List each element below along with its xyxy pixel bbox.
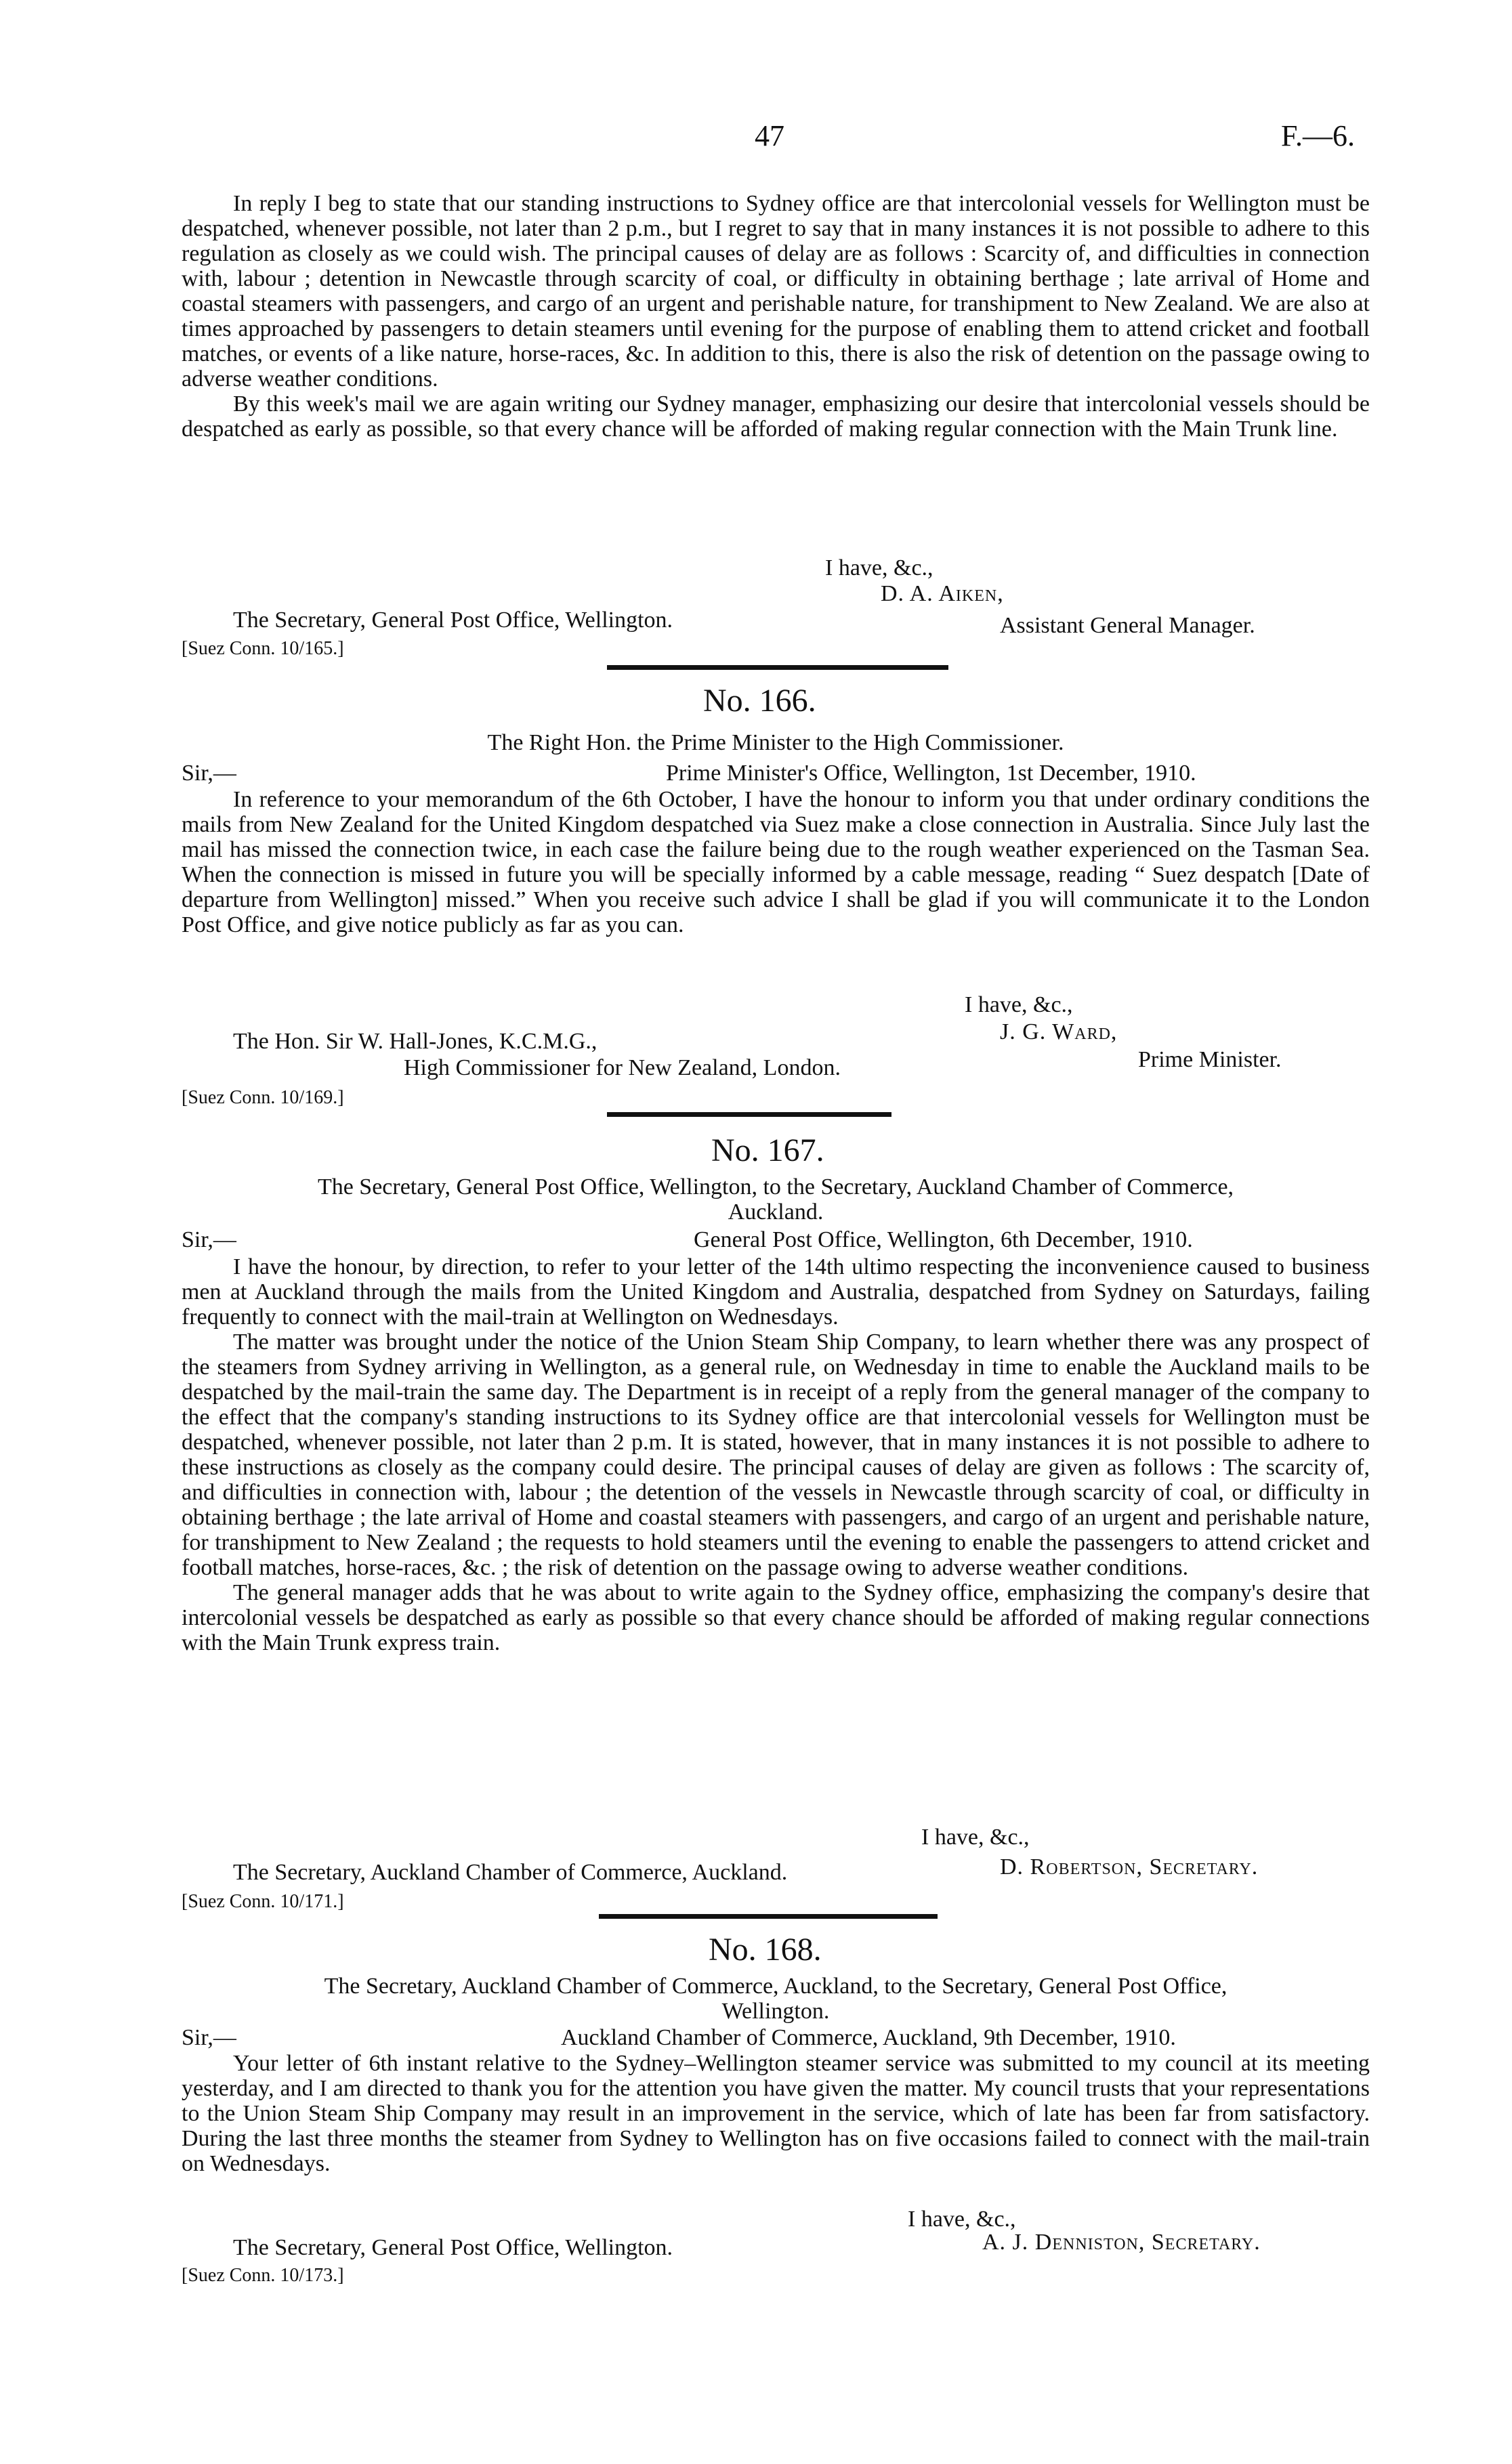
letter-166-signer-title: Prime Minister. <box>1138 1047 1282 1072</box>
letter-167-file-reference: [Suez Conn. 10/171.] <box>182 1891 344 1912</box>
letter-167-closing: I have, &c., <box>921 1825 1030 1850</box>
letter-166-addressee: The Hon. Sir W. Hall-Jones, K.C.M.G., <box>233 1029 597 1054</box>
letter-167-salutation: Sir,— <box>182 1227 236 1252</box>
letter-167-place-date: General Post Office, Wellington, 6th December, 1910. <box>694 1227 1193 1252</box>
page-number: 47 <box>755 119 784 152</box>
letter-167-addressee: The Secretary, Auckland Chamber of Commerce, Auckland. <box>233 1860 788 1885</box>
intro-closing: I have, &c., <box>825 555 933 580</box>
letter-166-body <box>182 787 1370 937</box>
section-divider <box>607 665 948 670</box>
intro-signer: D. A. Aiken, <box>881 581 1004 606</box>
letter-166-signer: J. G. Ward, <box>1000 1019 1118 1044</box>
intro-paragraph-2: By this week's mail we are again writing our Sydney manager, emphasizing our desire that intercolonial vessels should be despatched as early as possible, so that every chance will be afforded of making regular connection with the Main Trunk line. <box>182 391 1370 442</box>
intro-paragraph-1: In reply I beg to state that our standing instructions to Sydney office are that intercolonial vessels for Wellington must be despatched, whenever possible, not later than 2 p.m., but I regret to say that in many instances it is not possible to adhere to this regulation as closely as we could wish. The principal causes of delay are as follows : Scarcity of, and difficulties in connection with, labour ; detention in Newcastle through scarcity of coal, or difficulty in obtaining berthage ; late arrival of Home and coastal steamers with passengers, and cargo of an urgent and perishable nature, for transhipment to New Zealand. We are also at times approached by passengers to detain steamers until evening for the purpose of enabling them to attend cricket and football matches, or events of a like nature, horse-races, &c. In addition to this, there is also the risk of detention on the passage owing to adverse weather conditions. <box>182 191 1370 391</box>
letter-166-place-date: Prime Minister's Office, Wellington, 1st December, 1910. <box>666 761 1196 786</box>
letter-168-from-to: The Secretary, Auckland Chamber of Commerce, Auckland, to the Secretary, General Post Office, Wellington. <box>324 1974 1227 2024</box>
letter-166-number: No. 166. <box>703 683 816 719</box>
intro-addressee: The Secretary, General Post Office, Wellington. <box>233 608 673 633</box>
intro-file-reference: [Suez Conn. 10/165.] <box>182 638 344 659</box>
section-divider <box>607 1112 891 1117</box>
letter-168-addressee: The Secretary, General Post Office, Wellington. <box>233 2235 673 2260</box>
letter-168-place-date: Auckland Chamber of Commerce, Auckland, 9th December, 1910. <box>561 2025 1176 2050</box>
letter-166-addressee-line2: High Commissioner for New Zealand, London. <box>404 1055 841 1080</box>
letter-168-closing: I have, &c., <box>908 2207 1016 2232</box>
letter-168-paragraph-1: Your letter of 6th instant relative to the Sydney–Wellington steamer service was submitted to my council at its meeting yesterday, and I am directed to thank you for the attention you have given the matter. My council trusts that your representations to the Union Steam Ship Company may result in an improvement in the service, which of late has been far from satisfactory. During the last three months the steamer from Sydney to Wellington has on five occasions failed to connect with the mail-train on Wednesdays. <box>182 2051 1370 2176</box>
intro-signer-title: Assistant General Manager. <box>1000 613 1255 638</box>
letter-167-from-to: The Secretary, General Post Office, Wellington, to the Secretary, Auckland Chamber of Commerce, Auckland. <box>317 1174 1234 1225</box>
letter-166-file-reference: [Suez Conn. 10/169.] <box>182 1087 344 1108</box>
document-reference: F.—6. <box>1281 119 1355 152</box>
intro-body <box>182 191 1370 442</box>
letter-166-paragraph-1: In reference to your memorandum of the 6th October, I have the honour to inform you that under ordinary conditions the mails from New Zealand for the United Kingdom despatched via Suez make a close connection in Australia. Since July last the mail has missed the connection twice, in each case the failure being due to the rough weather experienced on the Tasman Sea. When the connection is missed in future you will be specially informed by a cable message, reading “ Suez despatch [Date of departure from Wellington] missed.” When you receive such advice I shall be glad if you will communicate it to the London Post Office, and give notice publicly as far as you can. <box>182 787 1370 937</box>
letter-168-number: No. 168. <box>709 1932 822 1968</box>
letter-167-signer: D. Robertson, Secretary. <box>1000 1854 1259 1879</box>
letter-167-paragraph-2: The matter was brought under the notice of the Union Steam Ship Company, to learn whether there was any prospect of the steamers from Sydney arriving in Wellington, as a general rule, on Wednesday in time to enable the Auckland mails to be despatched by the mail-train the same day. The Department is in receipt of a reply from the general manager of the company to the effect that the company's standing instructions to its Sydney office are that intercolonial vessels for Wellington must be despatched, whenever possible, not later than 2 p.m. It is stated, however, that in many instances it is not possible to adhere to these instructions as closely as the company could desire. The principal causes of delay are given as follows : The scarcity of, and difficulties in connection with, labour ; the detention of the vessels in Newcastle through scarcity of coal, or difficulty in obtaining berthage ; the late arrival of Home and coastal steamers with passengers, and cargo of an urgent and perishable nature, for transhipment to New Zealand ; the requests to hold steamers until the evening to enable the passengers to attend cricket and football matches, horse-races, &c. ; the risk of detention on the passage owing to adverse weather conditions. <box>182 1330 1370 1580</box>
letter-168-file-reference: [Suez Conn. 10/173.] <box>182 2265 344 2286</box>
letter-166-salutation: Sir,— <box>182 761 236 786</box>
letter-168-signer: A. J. Denniston, Secretary. <box>982 2230 1261 2255</box>
letter-166-closing: I have, &c., <box>965 992 1073 1017</box>
letter-168-salutation: Sir,— <box>182 2025 236 2050</box>
letter-167-body <box>182 1254 1370 1655</box>
letter-167-number: No. 167. <box>711 1132 824 1168</box>
letter-167-paragraph-3: The general manager adds that he was about to write again to the Sydney office, emphasizing the company's desire that intercolonial vessels be despatched as early as possible so that every chance should be afforded of making regular connections with the Main Trunk express train. <box>182 1580 1370 1655</box>
letter-166-from-to: The Right Hon. the Prime Minister to the High Commissioner. <box>487 730 1064 755</box>
letter-168-body <box>182 2051 1370 2176</box>
letter-167-paragraph-1: I have the honour, by direction, to refer to your letter of the 14th ultimo respecting the inconvenience caused to business men at Auckland through the mails from the United Kingdom and Australia, despatched from Sydney on Saturdays, failing frequently to connect with the mail-train at Wellington on Wednesdays. <box>182 1254 1370 1330</box>
section-divider <box>599 1914 938 1919</box>
